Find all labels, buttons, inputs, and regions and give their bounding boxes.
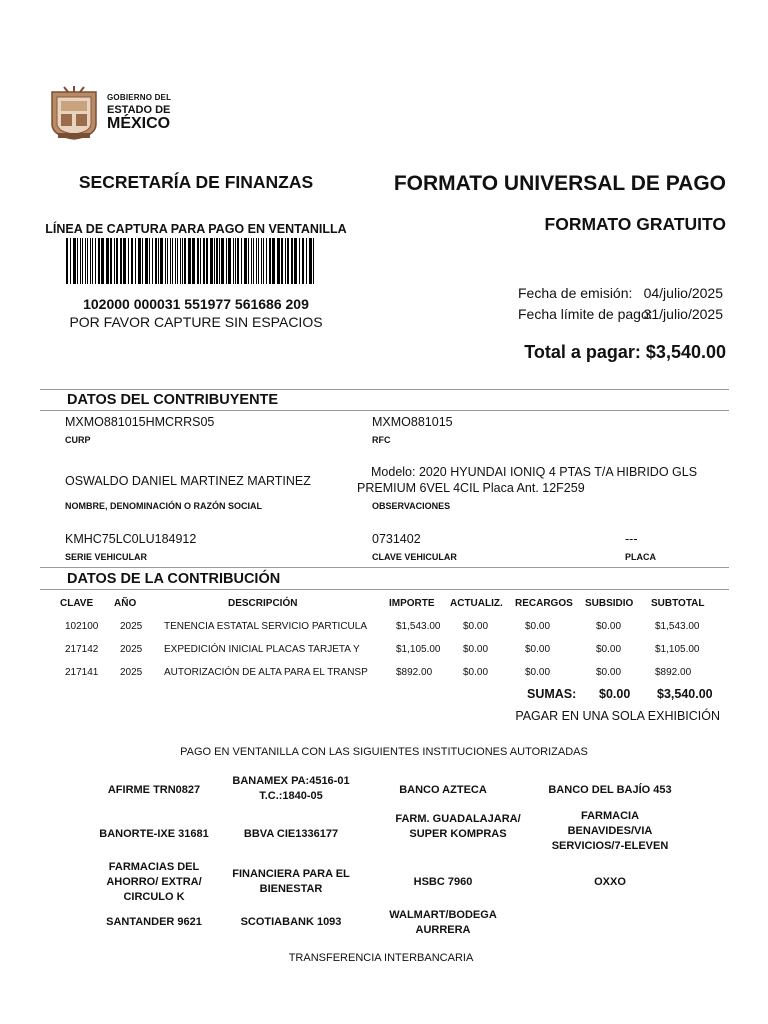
table-cell-subsidio: $0.00 <box>596 644 622 655</box>
vehicle-serial-value: KMHC75LC0LU184912 <box>65 532 197 546</box>
curp-value: MXMO881015HMCRRS05 <box>65 415 215 429</box>
bank-farmacias-guadalajara: FARM. GUADALAJARA/ SUPER KOMPRAS <box>395 813 521 840</box>
plate-value: --- <box>625 532 638 546</box>
vehicle-key-value: 0731402 <box>372 532 421 546</box>
rfc-value: MXMO881015 <box>372 415 453 429</box>
vehicle-serial-label: SERIE VEHICULAR <box>65 552 148 562</box>
bank-oxxo: OXXO <box>594 876 626 888</box>
column-header-actualiz: ACTUALIZ. <box>450 598 503 609</box>
observations-value-line2: PREMIUM 6VEL 4CIL Placa Ant. 12F259 <box>357 481 585 495</box>
total-to-pay: Total a pagar: $3,540.00 <box>524 342 726 362</box>
due-date-value: 31/julio/2025 <box>643 306 723 322</box>
logo-line-3: MÉXICO <box>107 115 171 132</box>
table-cell-importe: $1,543.00 <box>396 621 441 632</box>
document-title: FORMATO UNIVERSAL DE PAGO <box>393 172 726 195</box>
institutions-title: PAGO EN VENTANILLA CON LAS SIGUIENTES INSTITUCIONES AUTORIZADAS <box>180 746 588 758</box>
table-cell-descripcion: AUTORIZACIÓN DE ALTA PARA EL TRANSP <box>164 667 368 678</box>
rfc-label: RFC <box>372 435 391 445</box>
emission-date-label: Fecha de emisión: <box>518 285 633 301</box>
table-cell-actualiz: $0.00 <box>463 644 489 655</box>
bank-farmacia-benavides: FARMACIA BENAVIDES/VIA SERVICIOS/7-ELEVEN <box>551 810 669 852</box>
totals-label: SUMAS: <box>527 687 577 701</box>
capture-line-number: 102000 000031 551977 561686 209 <box>83 296 309 312</box>
divider <box>40 389 729 390</box>
divider <box>40 567 729 568</box>
taxpayer-name-label: NOMBRE, DENOMINACIÓN O RAZÓN SOCIAL <box>65 501 262 511</box>
bank-hsbc: HSBC 7960 <box>413 876 473 888</box>
secretaria-title: SECRETARÍA DE FINANZAS <box>78 172 314 192</box>
table-cell-subtotal: $1,105.00 <box>655 644 700 655</box>
bank-financiera-bienestar: FINANCIERA PARA EL BIENESTAR <box>232 868 350 895</box>
bank-banorte: BANORTE-IXE 31681 <box>99 828 209 840</box>
table-cell-clave: 217141 <box>65 667 99 678</box>
column-header-descripcion: DESCRIPCIÓN <box>228 598 298 609</box>
table-cell-ano: 2025 <box>120 667 143 678</box>
totals-subtotal: $3,540.00 <box>657 687 713 701</box>
bank-farmacias-del-ahorro: FARMACIAS DEL AHORRO/ EXTRA/ CIRCULO K <box>106 861 202 903</box>
table-cell-descripcion: EXPEDICIÓN INICIAL PLACAS TARJETA Y <box>164 644 360 655</box>
table-cell-subtotal: $892.00 <box>655 667 692 678</box>
observations-label: OBSERVACIONES <box>372 501 451 511</box>
column-header-subtotal: SUBTOTAL <box>651 598 705 609</box>
table-cell-descripcion: TENENCIA ESTATAL SERVICIO PARTICULA <box>164 621 368 632</box>
column-header-clave: CLAVE <box>60 598 94 609</box>
plate-label: PLACA <box>625 552 656 562</box>
single-payment-note: PAGAR EN UNA SOLA EXHIBICIÓN <box>515 709 720 723</box>
table-cell-ano: 2025 <box>120 644 143 655</box>
table-cell-clave: 217142 <box>65 644 99 655</box>
table-cell-recargos: $0.00 <box>525 667 551 678</box>
table-cell-subsidio: $0.00 <box>596 621 622 632</box>
table-cell-recargos: $0.00 <box>525 621 551 632</box>
bank-bbva: BBVA CIE1336177 <box>243 828 339 840</box>
table-cell-actualiz: $0.00 <box>463 621 489 632</box>
barcode-icon <box>66 238 318 284</box>
document-subtitle: FORMATO GRATUITO <box>544 214 726 234</box>
taxpayer-section-title: DATOS DEL CONTRIBUYENTE <box>67 392 279 408</box>
vehicle-key-label: CLAVE VEHICULAR <box>372 552 457 562</box>
government-logo-text <box>107 94 171 132</box>
bank-banco-azteca: BANCO AZTECA <box>399 784 487 796</box>
bank-banco-del-bajio: BANCO DEL BAJÍO 453 <box>548 784 672 796</box>
bank-afirme: AFIRME TRN0827 <box>107 784 201 796</box>
bank-banamex: BANAMEX PA:4516-01 T.C.:1840-05 <box>232 775 350 802</box>
observations-value-line1: Modelo: 2020 HYUNDAI IONIQ 4 PTAS T/A HIBRIDO GLS <box>371 465 698 479</box>
table-cell-importe: $1,105.00 <box>396 644 441 655</box>
logo-line-2: ESTADO DE <box>107 104 171 116</box>
table-cell-recargos: $0.00 <box>525 644 551 655</box>
bank-scotiabank: SCOTIABANK 1093 <box>240 916 342 928</box>
column-header-subsidio: SUBSIDIO <box>585 598 634 609</box>
estado-de-mexico-seal-icon <box>48 86 100 140</box>
bank-walmart-bodega: WALMART/BODEGA AURRERA <box>389 909 497 936</box>
totals-actualiz: $0.00 <box>599 687 631 701</box>
contribution-section-title: DATOS DE LA CONTRIBUCIÓN <box>67 571 281 587</box>
logo-line-1: GOBIERNO DEL <box>107 93 172 102</box>
bank-santander: SANTANDER 9621 <box>106 916 202 928</box>
taxpayer-name-value: OSWALDO DANIEL MARTINEZ MARTINEZ <box>65 474 311 488</box>
table-cell-subsidio: $0.00 <box>596 667 622 678</box>
table-cell-clave: 102100 <box>65 621 99 632</box>
interbank-transfer-note: TRANSFERENCIA INTERBANCARIA <box>288 952 474 964</box>
emission-date-value: 04/julio/2025 <box>643 285 723 301</box>
table-cell-importe: $892.00 <box>396 667 433 678</box>
divider <box>40 410 729 411</box>
column-header-recargos: RECARGOS <box>515 598 573 609</box>
capture-note: POR FAVOR CAPTURE SIN ESPACIOS <box>69 314 323 330</box>
column-header-ano: AÑO <box>114 598 137 609</box>
divider <box>40 589 729 590</box>
table-cell-ano: 2025 <box>120 621 143 632</box>
due-date-label: Fecha límite de pago: <box>518 306 653 322</box>
capture-line-label: LÍNEA DE CAPTURA PARA PAGO EN VENTANILLA <box>45 222 347 236</box>
curp-label: CURP <box>65 435 91 445</box>
table-cell-actualiz: $0.00 <box>463 667 489 678</box>
column-header-importe: IMPORTE <box>389 598 435 609</box>
table-cell-subtotal: $1,543.00 <box>655 621 700 632</box>
